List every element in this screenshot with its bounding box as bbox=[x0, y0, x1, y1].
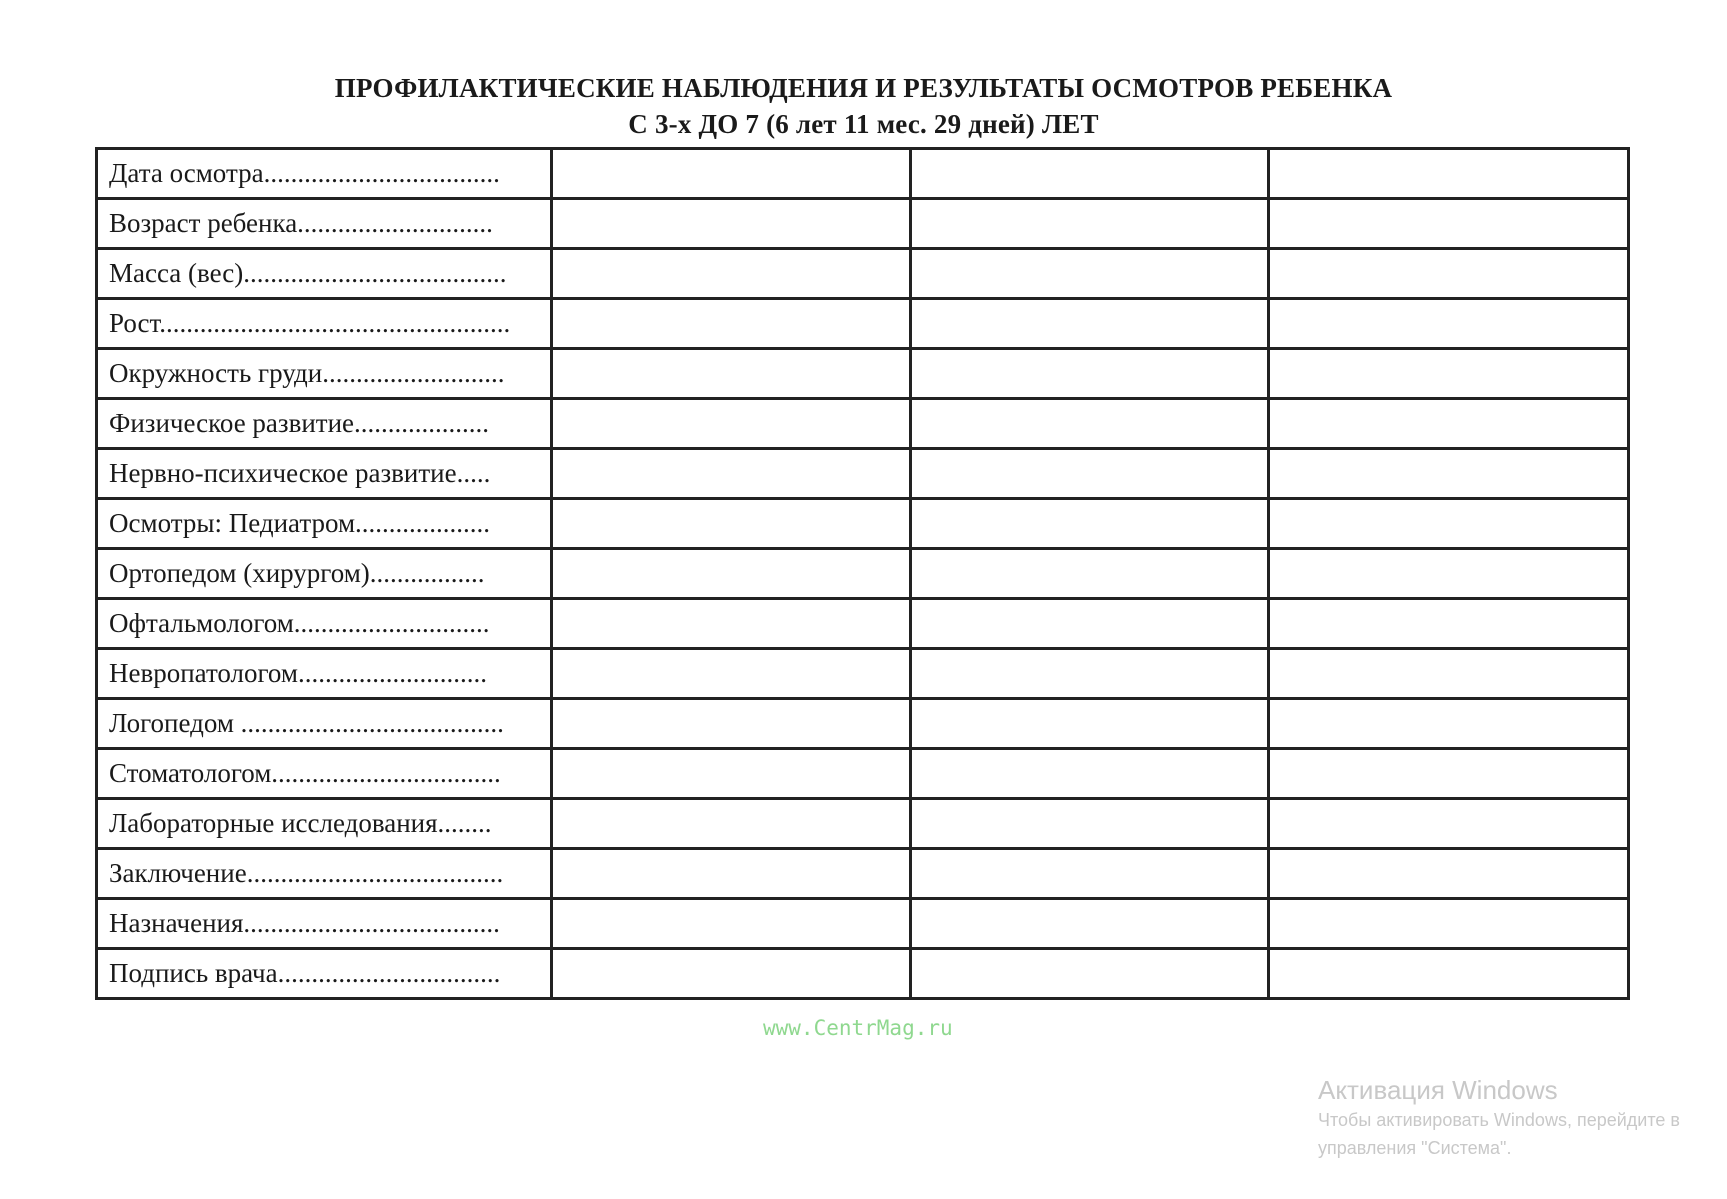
row-label: Заключение...................................... bbox=[97, 849, 552, 899]
exam-entry-cell-1[interactable] bbox=[552, 349, 911, 399]
exam-entry-cell-2[interactable] bbox=[911, 799, 1269, 849]
title-line-2: С 3-х ДО 7 (6 лет 11 мес. 29 дней) ЛЕТ bbox=[628, 109, 1099, 139]
exam-entry-cell-2[interactable] bbox=[911, 599, 1269, 649]
exam-entry-cell-1[interactable] bbox=[552, 599, 911, 649]
exam-entry-cell-2[interactable] bbox=[911, 549, 1269, 599]
exam-entry-cell-1[interactable] bbox=[552, 399, 911, 449]
table-row bbox=[97, 799, 1629, 849]
row-label: Физическое развитие.................... bbox=[97, 399, 552, 449]
exam-entry-cell-1[interactable] bbox=[552, 849, 911, 899]
row-label: Осмотры: Педиатром.................... bbox=[97, 499, 552, 549]
exam-entry-cell-3[interactable] bbox=[1269, 749, 1629, 799]
exam-entry-cell-2[interactable] bbox=[911, 749, 1269, 799]
exam-entry-cell-1[interactable] bbox=[552, 749, 911, 799]
exam-entry-cell-3[interactable] bbox=[1269, 949, 1629, 999]
examination-table bbox=[95, 147, 1630, 1000]
exam-entry-cell-2[interactable] bbox=[911, 649, 1269, 699]
exam-entry-cell-1[interactable] bbox=[552, 149, 911, 199]
exam-entry-cell-2[interactable] bbox=[911, 899, 1269, 949]
exam-entry-cell-1[interactable] bbox=[552, 249, 911, 299]
table-row bbox=[97, 399, 1629, 449]
exam-entry-cell-2[interactable] bbox=[911, 349, 1269, 399]
exam-entry-cell-3[interactable] bbox=[1269, 699, 1629, 749]
table-row bbox=[97, 349, 1629, 399]
row-label: Возраст ребенка............................. bbox=[97, 199, 552, 249]
exam-entry-cell-3[interactable] bbox=[1269, 399, 1629, 449]
row-label: Ортопедом (хирургом)................. bbox=[97, 549, 552, 599]
exam-entry-cell-1[interactable] bbox=[552, 499, 911, 549]
row-label: Стоматологом.................................. bbox=[97, 749, 552, 799]
exam-entry-cell-1[interactable] bbox=[552, 649, 911, 699]
row-label: Масса (вес)....................................... bbox=[97, 249, 552, 299]
exam-entry-cell-3[interactable] bbox=[1269, 649, 1629, 699]
exam-entry-cell-1[interactable] bbox=[552, 799, 911, 849]
exam-entry-cell-3[interactable] bbox=[1269, 149, 1629, 199]
row-label: Невропатологом............................ bbox=[97, 649, 552, 699]
exam-entry-cell-1[interactable] bbox=[552, 449, 911, 499]
row-label: Офтальмологом............................. bbox=[97, 599, 552, 649]
table-row bbox=[97, 199, 1629, 249]
exam-entry-cell-2[interactable] bbox=[911, 449, 1269, 499]
exam-entry-cell-3[interactable] bbox=[1269, 499, 1629, 549]
exam-entry-cell-1[interactable] bbox=[552, 949, 911, 999]
table-body bbox=[97, 149, 1629, 999]
table-row bbox=[97, 749, 1629, 799]
watermark: www.CentrMag.ru bbox=[763, 1016, 953, 1040]
exam-entry-cell-2[interactable] bbox=[911, 699, 1269, 749]
exam-entry-cell-2[interactable] bbox=[911, 249, 1269, 299]
exam-entry-cell-3[interactable] bbox=[1269, 299, 1629, 349]
exam-entry-cell-2[interactable] bbox=[911, 149, 1269, 199]
table-row bbox=[97, 699, 1629, 749]
exam-entry-cell-2[interactable] bbox=[911, 499, 1269, 549]
table-row bbox=[97, 649, 1629, 699]
exam-entry-cell-1[interactable] bbox=[552, 199, 911, 249]
exam-entry-cell-3[interactable] bbox=[1269, 599, 1629, 649]
row-label: Назначения...................................... bbox=[97, 899, 552, 949]
exam-entry-cell-3[interactable] bbox=[1269, 549, 1629, 599]
row-label: Дата осмотра................................... bbox=[97, 149, 552, 199]
windows-activation-line-1: Чтобы активировать Windows, перейдите в bbox=[1318, 1110, 1680, 1130]
table-row bbox=[97, 599, 1629, 649]
table-row bbox=[97, 449, 1629, 499]
exam-entry-cell-3[interactable] bbox=[1269, 199, 1629, 249]
document-title bbox=[0, 70, 1727, 142]
windows-activation-notice bbox=[1318, 1074, 1680, 1162]
exam-entry-cell-3[interactable] bbox=[1269, 249, 1629, 299]
row-label: Подпись врача................................. bbox=[97, 949, 552, 999]
table-row bbox=[97, 549, 1629, 599]
exam-entry-cell-2[interactable] bbox=[911, 849, 1269, 899]
row-label: Окружность груди........................... bbox=[97, 349, 552, 399]
table-row bbox=[97, 299, 1629, 349]
table-row bbox=[97, 849, 1629, 899]
exam-entry-cell-2[interactable] bbox=[911, 399, 1269, 449]
exam-entry-cell-2[interactable] bbox=[911, 199, 1269, 249]
exam-entry-cell-3[interactable] bbox=[1269, 349, 1629, 399]
title-line-1: ПРОФИЛАКТИЧЕСКИЕ НАБЛЮДЕНИЯ И РЕЗУЛЬТАТЫ ОСМОТРОВ РЕБЕНКА bbox=[334, 73, 1393, 103]
table-row bbox=[97, 949, 1629, 999]
exam-entry-cell-3[interactable] bbox=[1269, 899, 1629, 949]
table-row bbox=[97, 499, 1629, 549]
table-row bbox=[97, 249, 1629, 299]
table-row bbox=[97, 149, 1629, 199]
table-row bbox=[97, 899, 1629, 949]
windows-activation-title: Активация Windows bbox=[1318, 1075, 1558, 1105]
row-label: Рост.................................................... bbox=[97, 299, 552, 349]
exam-entry-cell-2[interactable] bbox=[911, 299, 1269, 349]
exam-entry-cell-2[interactable] bbox=[911, 949, 1269, 999]
exam-entry-cell-1[interactable] bbox=[552, 549, 911, 599]
row-label: Нервно-психическое развитие..... bbox=[97, 449, 552, 499]
exam-entry-cell-3[interactable] bbox=[1269, 849, 1629, 899]
exam-entry-cell-1[interactable] bbox=[552, 899, 911, 949]
exam-entry-cell-1[interactable] bbox=[552, 299, 911, 349]
exam-entry-cell-1[interactable] bbox=[552, 699, 911, 749]
row-label: Лабораторные исследования........ bbox=[97, 799, 552, 849]
row-label: Логопедом ....................................... bbox=[97, 699, 552, 749]
windows-activation-line-2: управления "Система". bbox=[1318, 1138, 1512, 1158]
exam-entry-cell-3[interactable] bbox=[1269, 449, 1629, 499]
exam-entry-cell-3[interactable] bbox=[1269, 799, 1629, 849]
